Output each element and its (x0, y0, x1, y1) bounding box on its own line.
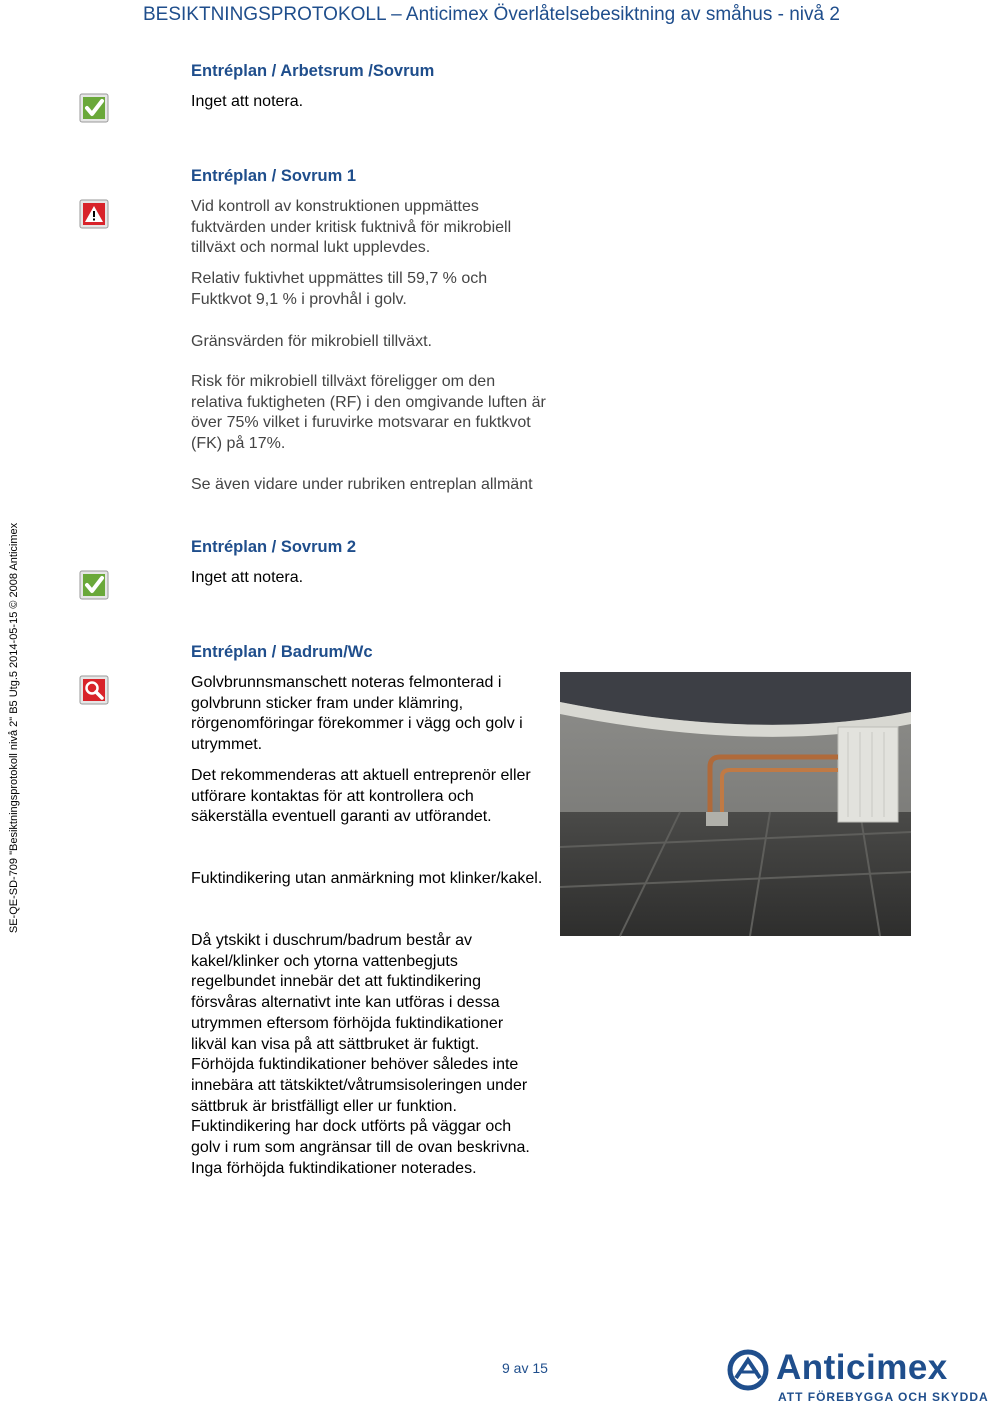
warning-icon (79, 199, 109, 229)
badrum-paragraph-3: Fuktindikering utan anmärkning mot klinker/kakel. (191, 870, 543, 887)
badrum-paragraph-1: Golvbrunnsmanschett noteras felmonterad i golvbrunn sticker fram under klämring, rörgenomföringar förekommer i vägg och golv i utrymmet. (191, 674, 523, 754)
section-heading-badrum: Entréplan / Badrum/Wc (191, 643, 373, 661)
document-reference-vertical: SE-QE-SD-709 "Besiktningsprotokoll nivå 2" B5 Utg.5 2014-05-15 © 2008 Anticimex (8, 522, 20, 934)
check-icon (79, 93, 109, 123)
section-heading-sovrum2: Entréplan / Sovrum 2 (191, 538, 357, 556)
section-text-arbetsrum: Inget att notera. (191, 93, 304, 110)
magnifier-icon (79, 675, 109, 705)
anticimex-logo-mark-icon (728, 1350, 774, 1390)
sovrum1-paragraph-4: Risk för mikrobiell tillväxt föreligger om den relativa fuktigheten (RF) i den omgivande luften är över 75% vilket i furuvirke motsvarar en fuktkvot (FK) på 17%. (191, 373, 546, 453)
badrum-paragraph-2: Det rekommenderas att aktuell entreprenör eller utförare kontaktas för att kontrollera och säkerställa eventuell garanti av utförandet. (191, 767, 531, 826)
section-heading-sovrum1: Entréplan / Sovrum 1 (191, 167, 357, 185)
anticimex-logo (728, 1348, 989, 1406)
logo-wordmark: Anticimex (776, 1348, 948, 1387)
sovrum1-paragraph-2: Relativ fuktivhet uppmättes till 59,7 % och Fuktkvot 9,1 % i provhål i golv. (191, 270, 488, 308)
logo-tagline: ATT FÖREBYGGA OCH SKYDDA (778, 1390, 989, 1404)
sovrum1-paragraph-1: Vid kontroll av konstruktionen uppmättes fuktvärden under kritisk fuktnivå för mikrobiell tillväxt och normal lukt upplevdes. (191, 198, 512, 257)
page-header-title: BESIKTNINGSPROTOKOLL – Anticimex Överlåtelsebesiktning av småhus - nivå 2 (143, 4, 840, 25)
sovrum1-paragraph-5: Se även vidare under rubriken entreplan allmänt (191, 476, 533, 493)
section-text-sovrum2: Inget att notera. (191, 569, 304, 586)
sovrum1-paragraph-3: Gränsvärden för mikrobiell tillväxt. (191, 333, 432, 350)
badrum-paragraph-4: Då ytskikt i duschrum/badrum består av kakel/klinker och ytorna vattenbegjuts regelbundet innebär det att fuktindikering försvåras alternativt inte kan utföras i dessa utrymmen eftersom förhöjda fuktindikationer likväl kan visa på att sättbruket är fuktigt. Förhöjda fuktindikationer behöver således inte innebära att tätskiktet/våtrumsisoleringen under sättbruk är bristfälligt eller ur funktion. Fuktindikering har dock utförts på väggar och golv i rum som angränsar till de ovan beskrivna. Inga förhöjda fuktindikationer noterades. (191, 932, 530, 1177)
section-heading-arbetsrum: Entréplan / Arbetsrum /Sovrum (191, 62, 435, 80)
check-icon (79, 570, 109, 600)
bathroom-photo (560, 672, 911, 936)
page-number: 9 av 15 (502, 1360, 548, 1376)
